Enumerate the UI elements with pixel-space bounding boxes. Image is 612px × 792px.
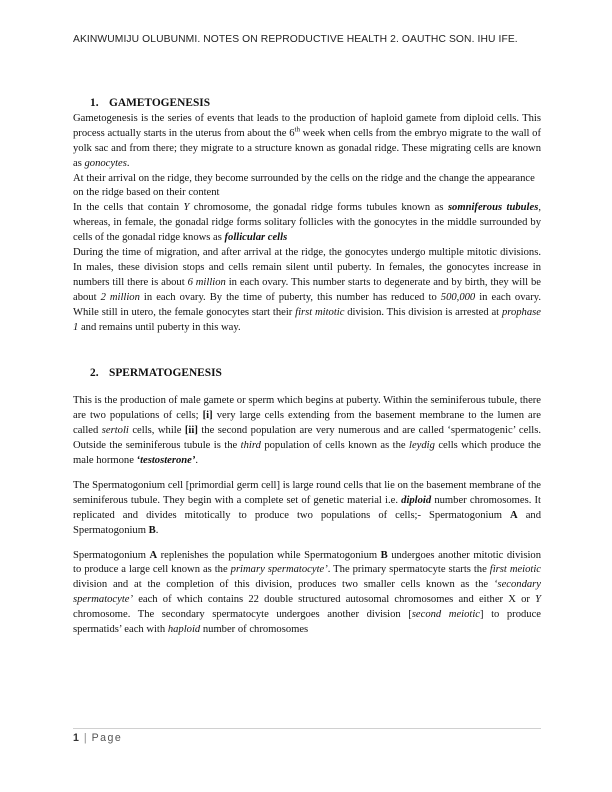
paragraph: Spermatogonium A replenishes the population while Spermatogonium B undergoes another mitotic division to produce a large cell known as the primary spermatocyte’. The primary spermatocyte starts the first meiotic division and at the completion of this division, produces two smaller cells known as the ‘secondary spermatocyte’ each of which contains 22 double structured autosomal chromosomes and either X or Y chromosome. The secondary spermatocyte undergoes another division [second meiotic] to produce spermatids’ each with haploid number of chromosomes bbox=[73, 549, 542, 636]
page-label: Page bbox=[91, 732, 123, 744]
page-footer bbox=[73, 732, 122, 744]
paragraph: At their arrival on the ridge, they become surrounded by the cells on the ridge and the change the appearance on the ridge based on their content bbox=[73, 172, 535, 199]
document-body bbox=[73, 96, 541, 638]
paragraph: Gametogenesis is the series of events that leads to the production of haploid gamete from diploid cells. This process actually starts in the uterus from about the 6th week when cells from the embryo migrate to the wall of yolk sac and from there; they migrate to a structure known as gonadal ridge. These migrating cells are known as gonocytes. bbox=[73, 112, 541, 169]
page-number: 1 bbox=[73, 732, 79, 744]
page-header: AKINWUMIJU OLUBUNMI. NOTES ON REPRODUCTIVE HEALTH 2. OAUTHC SON. IHU IFE. bbox=[73, 34, 518, 45]
paragraph: In the cells that contain Y chromosome, the gonadal ridge forms tubules known as somniferous tubules, whereas, in female, the gonadal ridge forms solitary follicles with the gonocytes in the middle surrounded by cells of the gonadal ridge knows as follicular cells bbox=[73, 202, 541, 244]
footer-separator: | bbox=[83, 732, 87, 744]
paragraph: This is the production of male gamete or sperm which begins at puberty. Within the seminiferous tubule, there are two populations of cells; [i] very large cells extending from the basement membrane to the lumen are called sertoli cells, while [ii] the second population are very numerous and are called ‘spermatogenic’ cells. Outside the seminiferous tubule is the third population of cells known as the leydig cells which produce the male hormone ‘testosterone’. bbox=[73, 395, 541, 467]
paragraph: During the time of migration, and after arrival at the ridge, the gonocytes undergo multiple mitotic divisions. In males, these division stops and cells remain silent until puberty. In females, the gonocytes increase in numbers till there is about 6 million in each ovary. This number starts to degenerate and by birth, they will be about 2 million in each ovary. By the time of puberty, this number has reduced to 500,000 in each ovary. While still in utero, the female gonocytes start their first mitotic division. This division is arrested at prophase 1 and remains until puberty in this way. bbox=[73, 247, 542, 333]
paragraph: The Spermatogonium cell [primordial germ cell] is large round cells that lie on the basement membrane of the seminiferous tubule. They begin with a complete set of genetic material i.e. diploid number chromosomes. It replicated and divides mitotically to produce two populations of cells;- Spermatogonium A and Spermatogonium B. bbox=[73, 479, 541, 536]
section-heading-gametogenesis: 1. GAMETOGENESIS bbox=[90, 97, 211, 109]
section-heading-spermatogenesis: 2. SPERMATOGENESIS bbox=[90, 366, 222, 379]
footer-divider bbox=[73, 728, 541, 729]
